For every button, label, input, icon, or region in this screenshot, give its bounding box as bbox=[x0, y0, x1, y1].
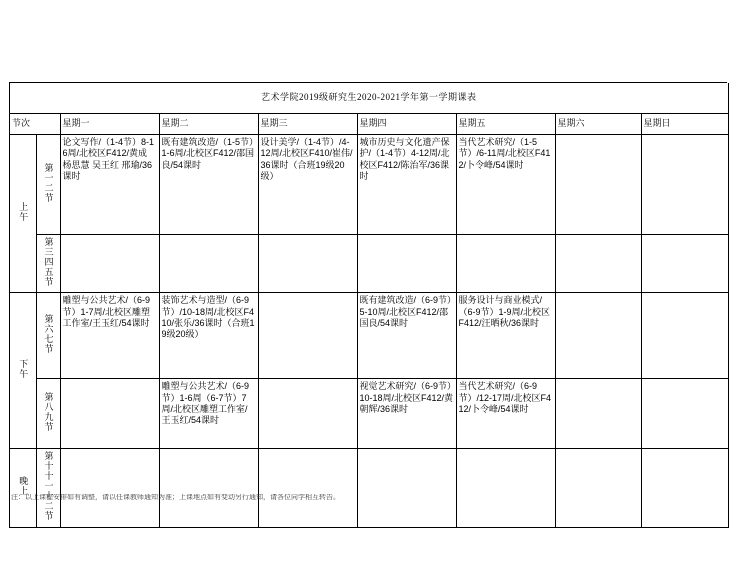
class-cell-sun-2[interactable] bbox=[641, 235, 728, 293]
class-cell-mon-4[interactable] bbox=[60, 379, 159, 449]
class-cell-wed-1[interactable]: 设计美学/（1-4节）/4-12周/北校区F410/崔伟/36课时（合班19级20级） bbox=[258, 135, 357, 235]
day-header-sunday: 星期日 bbox=[641, 114, 728, 135]
class-cell-mon-1[interactable]: 论文写作/（1-4节）8-16周/北校区F412/黄成 杨思慧 吴王红 邢瑜/36课时 bbox=[60, 135, 159, 235]
footnote-text: 注：以上课程安排如有调整，请以任课教师通知为准；上课地点如有变动另行通知，请各位同学相互转告。 bbox=[11, 494, 340, 501]
title-row bbox=[10, 83, 728, 114]
period-label-morning: 上午 bbox=[10, 135, 36, 293]
period-label-afternoon: 下午 bbox=[10, 293, 36, 449]
period-label-evening: 晚上 bbox=[10, 449, 36, 527]
class-cell-sat-5[interactable] bbox=[555, 449, 641, 527]
class-cell-wed-3[interactable] bbox=[258, 293, 357, 379]
class-cell-thu-3[interactable]: 既有建筑改造/（6-9节）5-10周/北校区F412/邵国良/54课时 bbox=[357, 293, 456, 379]
class-cell-mon-3[interactable]: 雕塑与公共艺术/（6-9节）1-7周/北校区雕塑工作室/王玉红/54课时 bbox=[60, 293, 159, 379]
day-header-saturday: 星期六 bbox=[555, 114, 641, 135]
class-cell-sat-3[interactable] bbox=[555, 293, 641, 379]
class-cell-sat-1[interactable] bbox=[555, 135, 641, 235]
class-cell-wed-4[interactable] bbox=[258, 379, 357, 449]
class-cell-sun-3[interactable] bbox=[641, 293, 728, 379]
header-row bbox=[10, 114, 728, 135]
class-cell-sat-4[interactable] bbox=[555, 379, 641, 449]
class-cell-thu-2[interactable] bbox=[357, 235, 456, 293]
day-header-friday: 星期五 bbox=[456, 114, 555, 135]
page-title: 艺术学院2019级研究生2020-2021学年第一学期课表 bbox=[10, 83, 728, 114]
class-cell-tue-5[interactable] bbox=[159, 449, 258, 527]
class-cell-sun-4[interactable] bbox=[641, 379, 728, 449]
class-cell-mon-5[interactable] bbox=[60, 449, 159, 527]
class-cell-sun-1[interactable] bbox=[641, 135, 728, 235]
day-header-wednesday: 星期三 bbox=[258, 114, 357, 135]
class-cell-tue-4[interactable]: 雕塑与公共艺术/（6-9节）1-6周（6-7节）7周/北校区雕塑工作室/王玉红/54课时 bbox=[159, 379, 258, 449]
row-evening-1 bbox=[10, 449, 728, 527]
class-cell-wed-5[interactable] bbox=[258, 449, 357, 527]
class-cell-fri-4[interactable]: 当代艺术研究/（6-9节）/12-17周/北校区F412/卜令峰/54课时 bbox=[456, 379, 555, 449]
jieci-label-3: 第六七节 bbox=[36, 293, 60, 379]
class-cell-tue-3[interactable]: 装饰艺术与造型/（6-9节）/10-18周/北校区F410/张乐/36课时（合班19级20级） bbox=[159, 293, 258, 379]
day-header-monday: 星期一 bbox=[60, 114, 159, 135]
class-cell-thu-5[interactable] bbox=[357, 449, 456, 527]
jieci-label-2: 第三四五节 bbox=[36, 235, 60, 293]
schedule-sheet bbox=[9, 82, 727, 528]
class-cell-thu-4[interactable]: 视觉艺术研究/（6-9节）10-18周/北校区F412/黄朝辉/36课时 bbox=[357, 379, 456, 449]
class-cell-tue-1[interactable]: 既有建筑改造/（1-5节）1-6周/北校区F412/邵国良/54课时 bbox=[159, 135, 258, 235]
row-morning-2 bbox=[10, 235, 728, 293]
jieci-label-4: 第八九节 bbox=[36, 379, 60, 449]
day-header-thursday: 星期四 bbox=[357, 114, 456, 135]
class-cell-sat-2[interactable] bbox=[555, 235, 641, 293]
corner-label: 节次 bbox=[10, 114, 60, 135]
row-afternoon-2 bbox=[10, 379, 728, 449]
class-cell-sun-5[interactable] bbox=[641, 449, 728, 527]
row-morning-1 bbox=[10, 135, 728, 235]
jieci-label-1: 第一二节 bbox=[36, 135, 60, 235]
schedule-table bbox=[10, 83, 729, 528]
class-cell-wed-2[interactable] bbox=[258, 235, 357, 293]
row-afternoon-1 bbox=[10, 293, 728, 379]
class-cell-tue-2[interactable] bbox=[159, 235, 258, 293]
class-cell-fri-2[interactable] bbox=[456, 235, 555, 293]
class-cell-mon-2[interactable] bbox=[60, 235, 159, 293]
class-cell-fri-5[interactable] bbox=[456, 449, 555, 527]
class-cell-fri-3[interactable]: 服务设计与商业模式/（6-9节）1-9周/北校区F412/汪晒秋/36课时 bbox=[456, 293, 555, 379]
day-header-tuesday: 星期二 bbox=[159, 114, 258, 135]
class-cell-fri-1[interactable]: 当代艺术研究/（1-5节）/6-11周/北校区F412/卜令峰/54课时 bbox=[456, 135, 555, 235]
class-cell-thu-1[interactable]: 城市历史与文化遗产保护/（1-4节）4-12周/北校区F412/陈治军/36课时 bbox=[357, 135, 456, 235]
jieci-label-5: 第十十一十二节 bbox=[36, 449, 60, 527]
